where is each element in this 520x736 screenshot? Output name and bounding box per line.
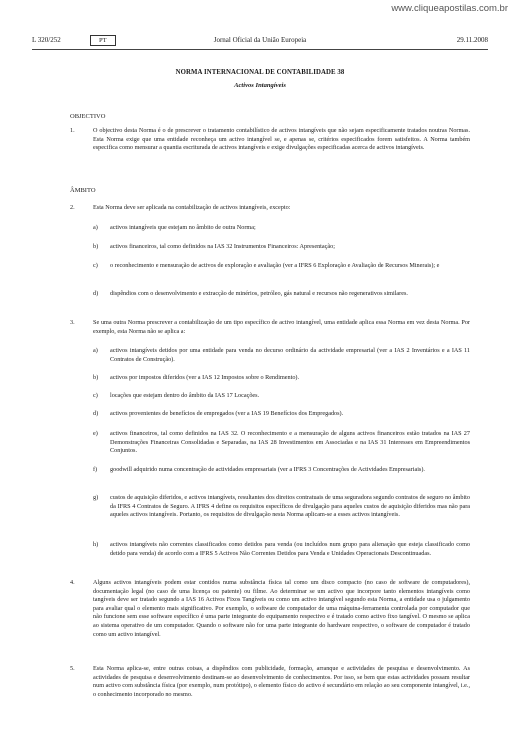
list-text: dispêndios com o desenvolvimento e extracção de minérios, petróleo, gás natural e recursos não regenerativos similares. bbox=[110, 290, 408, 297]
paragraph-text: Esta Norma aplica-se, entre outras coisas, a dispêndios com publicidade, formação, arranque e actividades de pesquisa e desenvolvimento. As actividades de pesquisa e desenvolvimento destinam-se ao desenvolvimento de conhecimentos. Por isso, se bem que estas actividades possam resultar num activo com substância física (por exemplo, num protótipo), o elemento físico do activo é secundário em relação ao seu componente intangível, i.e., o conhecimento incorporado no mesmo. bbox=[93, 665, 470, 698]
list-text: goodwill adquirido numa concentração de actividades empresariais (ver a IFRS 3 Concentrações de Actividades Empresariais). bbox=[110, 466, 425, 473]
list-letter: c) bbox=[93, 392, 98, 399]
section-heading-ambito: ÂMBITO bbox=[70, 187, 96, 194]
language-box: PT bbox=[90, 35, 116, 46]
standard-title: NORMA INTERNACIONAL DE CONTABILIDADE 38 bbox=[175, 69, 345, 76]
list-text: activos financeiros, tal como definidos na IAS 32 Instrumentos Financeiros: Apresentação; bbox=[110, 243, 335, 250]
list-text: activos financeiros, tal como definidos na IAS 32. O reconhecimento e a mensuração de alguns activos financeiros estão tratados na IAS 27 Demonstrações Financeiras Consolidadas e Separadas, na IAS 28 Investimentos em Associadas e na IAS 31 Interesses em Empreendimentos Conjuntos. bbox=[110, 430, 470, 455]
paragraph-number: 4. bbox=[70, 579, 75, 586]
header-rule bbox=[32, 49, 488, 50]
list-text: custos de aquisição diferidos, e activos intangíveis, resultantes dos direitos contratuais de uma seguradora segundo contratos de seguro no âmbito da IFRS 4 Contratos de Seguro. A IFRS 4 define os requisitos específicos de divulgação para aqueles custos de aquisição diferidos mas não para aqueles activos intangíveis. Portanto, os requisitos de divulgação nesta Norma aplicam-se a esses activos intangíveis. bbox=[110, 494, 470, 519]
page-reference: L 320/252 bbox=[32, 36, 61, 44]
list-text: o reconhecimento e mensuração de activos de exploração e avaliação (ver a IFRS 6 Exploração e Avaliação de Recursos Minerais); e bbox=[110, 262, 440, 269]
list-text: activos por impostos diferidos (ver a IAS 12 Impostos sobre o Rendimento). bbox=[110, 374, 300, 381]
list-letter: h) bbox=[93, 541, 99, 548]
list-text: activos intangíveis que estejam no âmbito de outra Norma; bbox=[110, 224, 256, 231]
list-letter: d) bbox=[93, 290, 99, 297]
list-letter: b) bbox=[93, 243, 99, 250]
paragraph-number: 1. bbox=[70, 127, 75, 134]
paragraph-text: Alguns activos intangíveis podem estar contidos numa substância física tal como um disco compacto (no caso de software de computadores), documentação legal (no caso de uma licença ou patente) ou filme. Ao determinar se um activo que incorpore tanto elementos intangíveis como tangíveis deve ser tratado segundo a IAS 16 Activos Fixos Tangíveis ou como um activo intangível segundo esta Norma, a entidade usa o julgamento para avaliar qual o elemento mais significativo. Por exemplo, o software de computador de uma máquina-ferramenta controlada por computador que não funcione sem esse software específico é uma parte integrante do equipamento respectivo e é tratado como activo fixo tangível. O mesmo se aplica ao sistema operativo de um computador. Quando o software não for uma parte integrante do hardware respectivo, o software de computador é tratado como um activo intangível. bbox=[93, 579, 470, 638]
paragraph-text: Esta Norma deve ser aplicada na contabilização de activos intangíveis, excepto: bbox=[93, 204, 291, 211]
watermark-url: www.cliqueapostilas.com.br bbox=[391, 3, 508, 14]
list-letter: e) bbox=[93, 430, 98, 437]
journal-title: Jornal Oficial da União Europeia bbox=[213, 36, 307, 44]
paragraph-number: 3. bbox=[70, 319, 75, 326]
list-text: activos provenientes de benefícios de empregados (ver a IAS 19 Benefícios dos Empregados). bbox=[110, 410, 344, 417]
list-letter: b) bbox=[93, 374, 99, 381]
paragraph-number: 2. bbox=[70, 204, 75, 211]
list-letter: c) bbox=[93, 262, 98, 269]
list-letter: a) bbox=[93, 347, 98, 354]
standard-subtitle: Activos Intangíveis bbox=[234, 82, 286, 89]
paragraph-text: Se uma outra Norma prescrever a contabilização de um tipo específico de activo intangível, uma entidade aplica essa Norma em vez desta Norma. Por exemplo, esta Norma não se aplica a: bbox=[93, 319, 470, 335]
list-letter: a) bbox=[93, 224, 98, 231]
section-heading-objectivo: OBJECTIVO bbox=[70, 113, 106, 120]
list-text: activos intangíveis não correntes classificados como detidos para venda (ou incluídos num grupo para alienação que esteja classificado como detido para venda) de acordo com a IFRS 5 Activos Não Correntes Detidos para Venda e Unidades Operacionais Descontinuadas. bbox=[110, 541, 470, 557]
paragraph-number: 5. bbox=[70, 665, 75, 672]
publication-date: 29.11.2008 bbox=[456, 36, 488, 44]
list-text: locações que estejam dentro do âmbito da IAS 17 Locações. bbox=[110, 392, 260, 399]
list-letter: d) bbox=[93, 410, 99, 417]
journal-header bbox=[32, 36, 488, 48]
list-letter: f) bbox=[93, 466, 98, 473]
paragraph-text: O objectivo desta Norma é o de prescrever o tratamento contabilístico de activos intangíveis que não sejam especificamente tratados noutras Normas. Esta Norma exige que uma entidade reconheça um activo intangível se, e apenas se, critérios especificados forem satisfeitos. A Norma também especifica como mensurar a quantia escriturada de activos intangíveis e exige divulgações especificadas acerca de activos intangíveis. bbox=[93, 127, 470, 152]
list-text: activos intangíveis detidos por uma entidade para venda no decurso ordinário da actividade empresarial (ver a IAS 2 Inventários e a IAS 11 Contratos de Construção). bbox=[110, 347, 470, 363]
list-letter: g) bbox=[93, 494, 99, 501]
